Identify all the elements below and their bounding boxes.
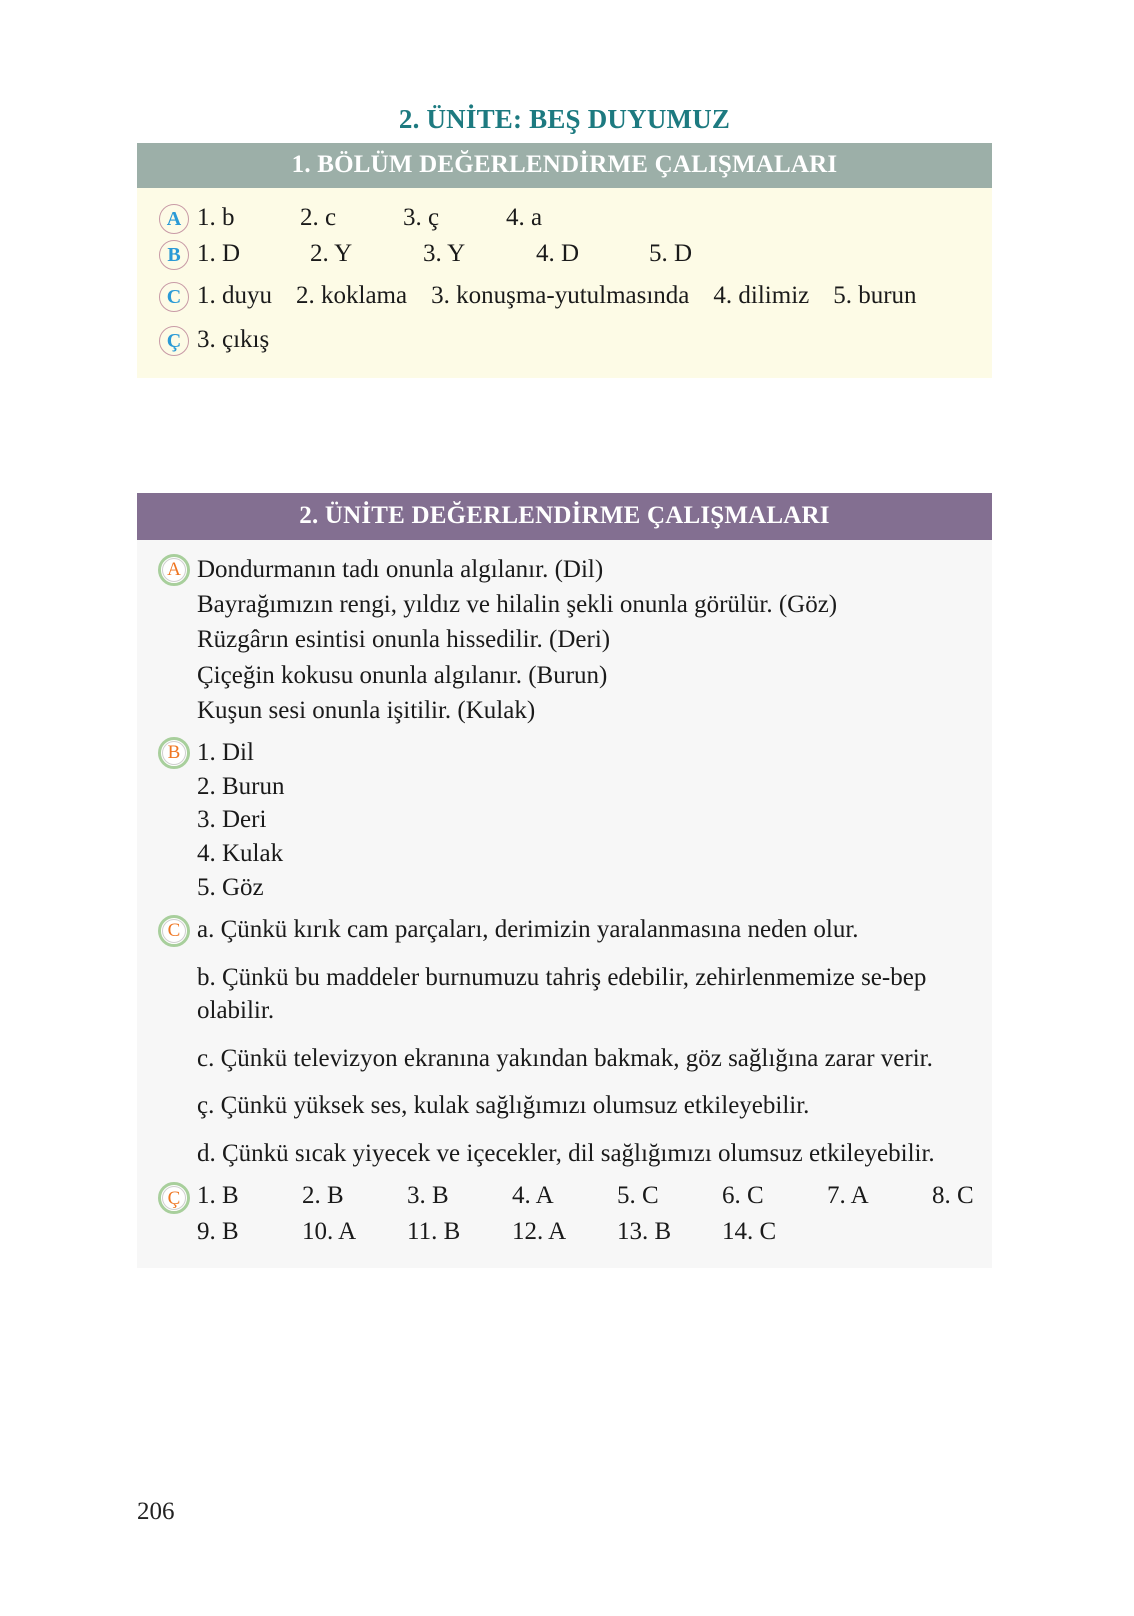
group-badge-a-letter: A xyxy=(162,558,186,582)
answer-paragraph: c. Çünkü televizyon ekranına yakından bakmak, göz sağlığına zarar verir. xyxy=(197,1044,933,1072)
group-badge-c-letter: C xyxy=(162,919,186,943)
group-badge-cc: Ç xyxy=(159,326,189,356)
answer-row xyxy=(137,913,992,947)
page-title: 2. ÜNİTE: BEŞ DUYUMUZ xyxy=(398,104,731,134)
section-one-body xyxy=(137,188,992,378)
answer-item: 3. B xyxy=(407,1182,449,1209)
answer-item: 1. D xyxy=(197,239,241,267)
page-number: 206 xyxy=(137,1498,175,1525)
group-badge-b xyxy=(158,737,190,769)
group-badge-a: A xyxy=(159,204,189,234)
answer-item: 14. C xyxy=(722,1218,777,1245)
answer-line: Rüzgârın esintisi onunla hissedilir. (Deri) xyxy=(197,626,611,653)
section-bolum-degerlendirme xyxy=(137,143,992,378)
section-unite-degerlendirme xyxy=(137,493,992,1268)
answer-item: 7. A xyxy=(827,1182,869,1209)
answer-line: 4. Kulak xyxy=(197,840,284,867)
section-two-body xyxy=(137,540,992,1269)
answer-row-text xyxy=(197,961,980,1171)
answer-item: 3. çıkış xyxy=(197,325,270,353)
answer-item: 2. Y xyxy=(310,239,353,267)
answer-item: 12. A xyxy=(512,1218,567,1245)
answer-row xyxy=(137,735,992,770)
badge-slot xyxy=(151,913,197,947)
answer-item: 6. C xyxy=(722,1182,764,1209)
answer-item: 5. burun xyxy=(833,281,917,309)
answer-item: 2. koklama xyxy=(296,281,408,309)
answer-row-text xyxy=(197,202,980,234)
badge-slot xyxy=(151,324,197,356)
answer-item: 4. A xyxy=(512,1182,554,1209)
group-badge-cc-letter: Ç xyxy=(162,1186,186,1210)
answer-paragraph: b. Çünkü bu maddeler burnumuzu tahriş edebilir, zehirlenmemize se-bep olabilir. xyxy=(197,963,927,1024)
answer-item: 3. ç xyxy=(403,203,440,231)
answer-item: 4. D xyxy=(536,239,580,267)
answer-row xyxy=(137,202,992,234)
answer-line: 1. Dil xyxy=(197,738,254,766)
answer-item: 5. C xyxy=(617,1182,659,1209)
badge-slot xyxy=(151,1180,197,1214)
answer-row-text xyxy=(197,238,980,270)
answer-item: 1. duyu xyxy=(197,281,272,309)
answer-paragraph: d. Çünkü sıcak yiyecek ve içecekler, dil sağlığımızı olumsuz etkileyebilir. xyxy=(197,1139,935,1167)
answer-paragraph: ç. Çünkü yüksek ses, kulak sağlığımızı olumsuz etkileyebilir. xyxy=(197,1092,810,1119)
answer-item: 9. B xyxy=(197,1218,239,1245)
answer-item: 3. konuşma-yutulmasında xyxy=(431,281,690,309)
answer-line: Dondurmanın tadı onunla algılanır. (Dil) xyxy=(197,555,604,583)
badge-slot xyxy=(151,238,197,270)
answer-row xyxy=(137,280,992,312)
answer-item: 4. dilimiz xyxy=(713,281,810,309)
answer-item: 10. A xyxy=(302,1218,357,1245)
answer-paragraph: a. Çünkü kırık cam parçaları, derimizin yaralanmasına neden olur. xyxy=(197,915,859,943)
answer-item: 2. c xyxy=(300,203,337,231)
group-badge-b: B xyxy=(159,240,189,270)
group-badge-a xyxy=(158,554,190,586)
answer-item: 3. Y xyxy=(423,239,466,267)
group-badge-c: C xyxy=(159,282,189,312)
section-two-heading: 2. ÜNİTE DEĞERLENDİRME ÇALIŞMALARI xyxy=(137,493,992,540)
answer-line: Çiçeğin kokusu onunla algılanır. (Burun) xyxy=(197,661,608,689)
group-badge-cc xyxy=(158,1182,190,1214)
answer-row xyxy=(137,1180,992,1248)
badge-slot xyxy=(151,552,197,586)
badge-slot xyxy=(151,735,197,769)
answer-line: Kuşun sesi onunla işitilir. (Kulak) xyxy=(197,697,536,724)
answer-row-text xyxy=(197,735,980,770)
answer-row xyxy=(137,552,992,587)
answer-item: 1. B xyxy=(197,1182,239,1209)
answer-row-text xyxy=(197,324,980,356)
answer-item: 2. B xyxy=(302,1182,344,1209)
badge-slot xyxy=(151,280,197,312)
answer-line: 3. Deri xyxy=(197,806,267,834)
answer-item: 13. B xyxy=(617,1218,672,1245)
answer-row-text xyxy=(197,1180,1037,1248)
answer-line: Bayrağımızın rengi, yıldız ve hilalin şekli onunla görülür. (Göz) xyxy=(197,590,838,618)
answer-row xyxy=(137,961,992,1171)
answer-item: 11. B xyxy=(407,1218,461,1245)
group-badge-b-letter: B xyxy=(162,741,186,765)
answer-row xyxy=(137,238,992,270)
answer-item: 5. D xyxy=(649,239,693,267)
answer-row xyxy=(137,324,992,356)
answer-line: 2. Burun xyxy=(197,772,285,800)
answer-line: 5. Göz xyxy=(197,873,264,901)
answer-row-text xyxy=(197,913,980,947)
answer-item: 8. C xyxy=(932,1182,974,1209)
group-badge-c xyxy=(158,915,190,947)
badge-slot xyxy=(151,202,197,234)
answer-item: 1. b xyxy=(197,203,235,231)
answer-item: 4. a xyxy=(506,203,543,231)
section-one-heading: 1. BÖLÜM DEĞERLENDİRME ÇALIŞMALARI xyxy=(137,143,992,188)
answer-row-text xyxy=(197,552,980,587)
answer-row-text xyxy=(197,280,980,312)
